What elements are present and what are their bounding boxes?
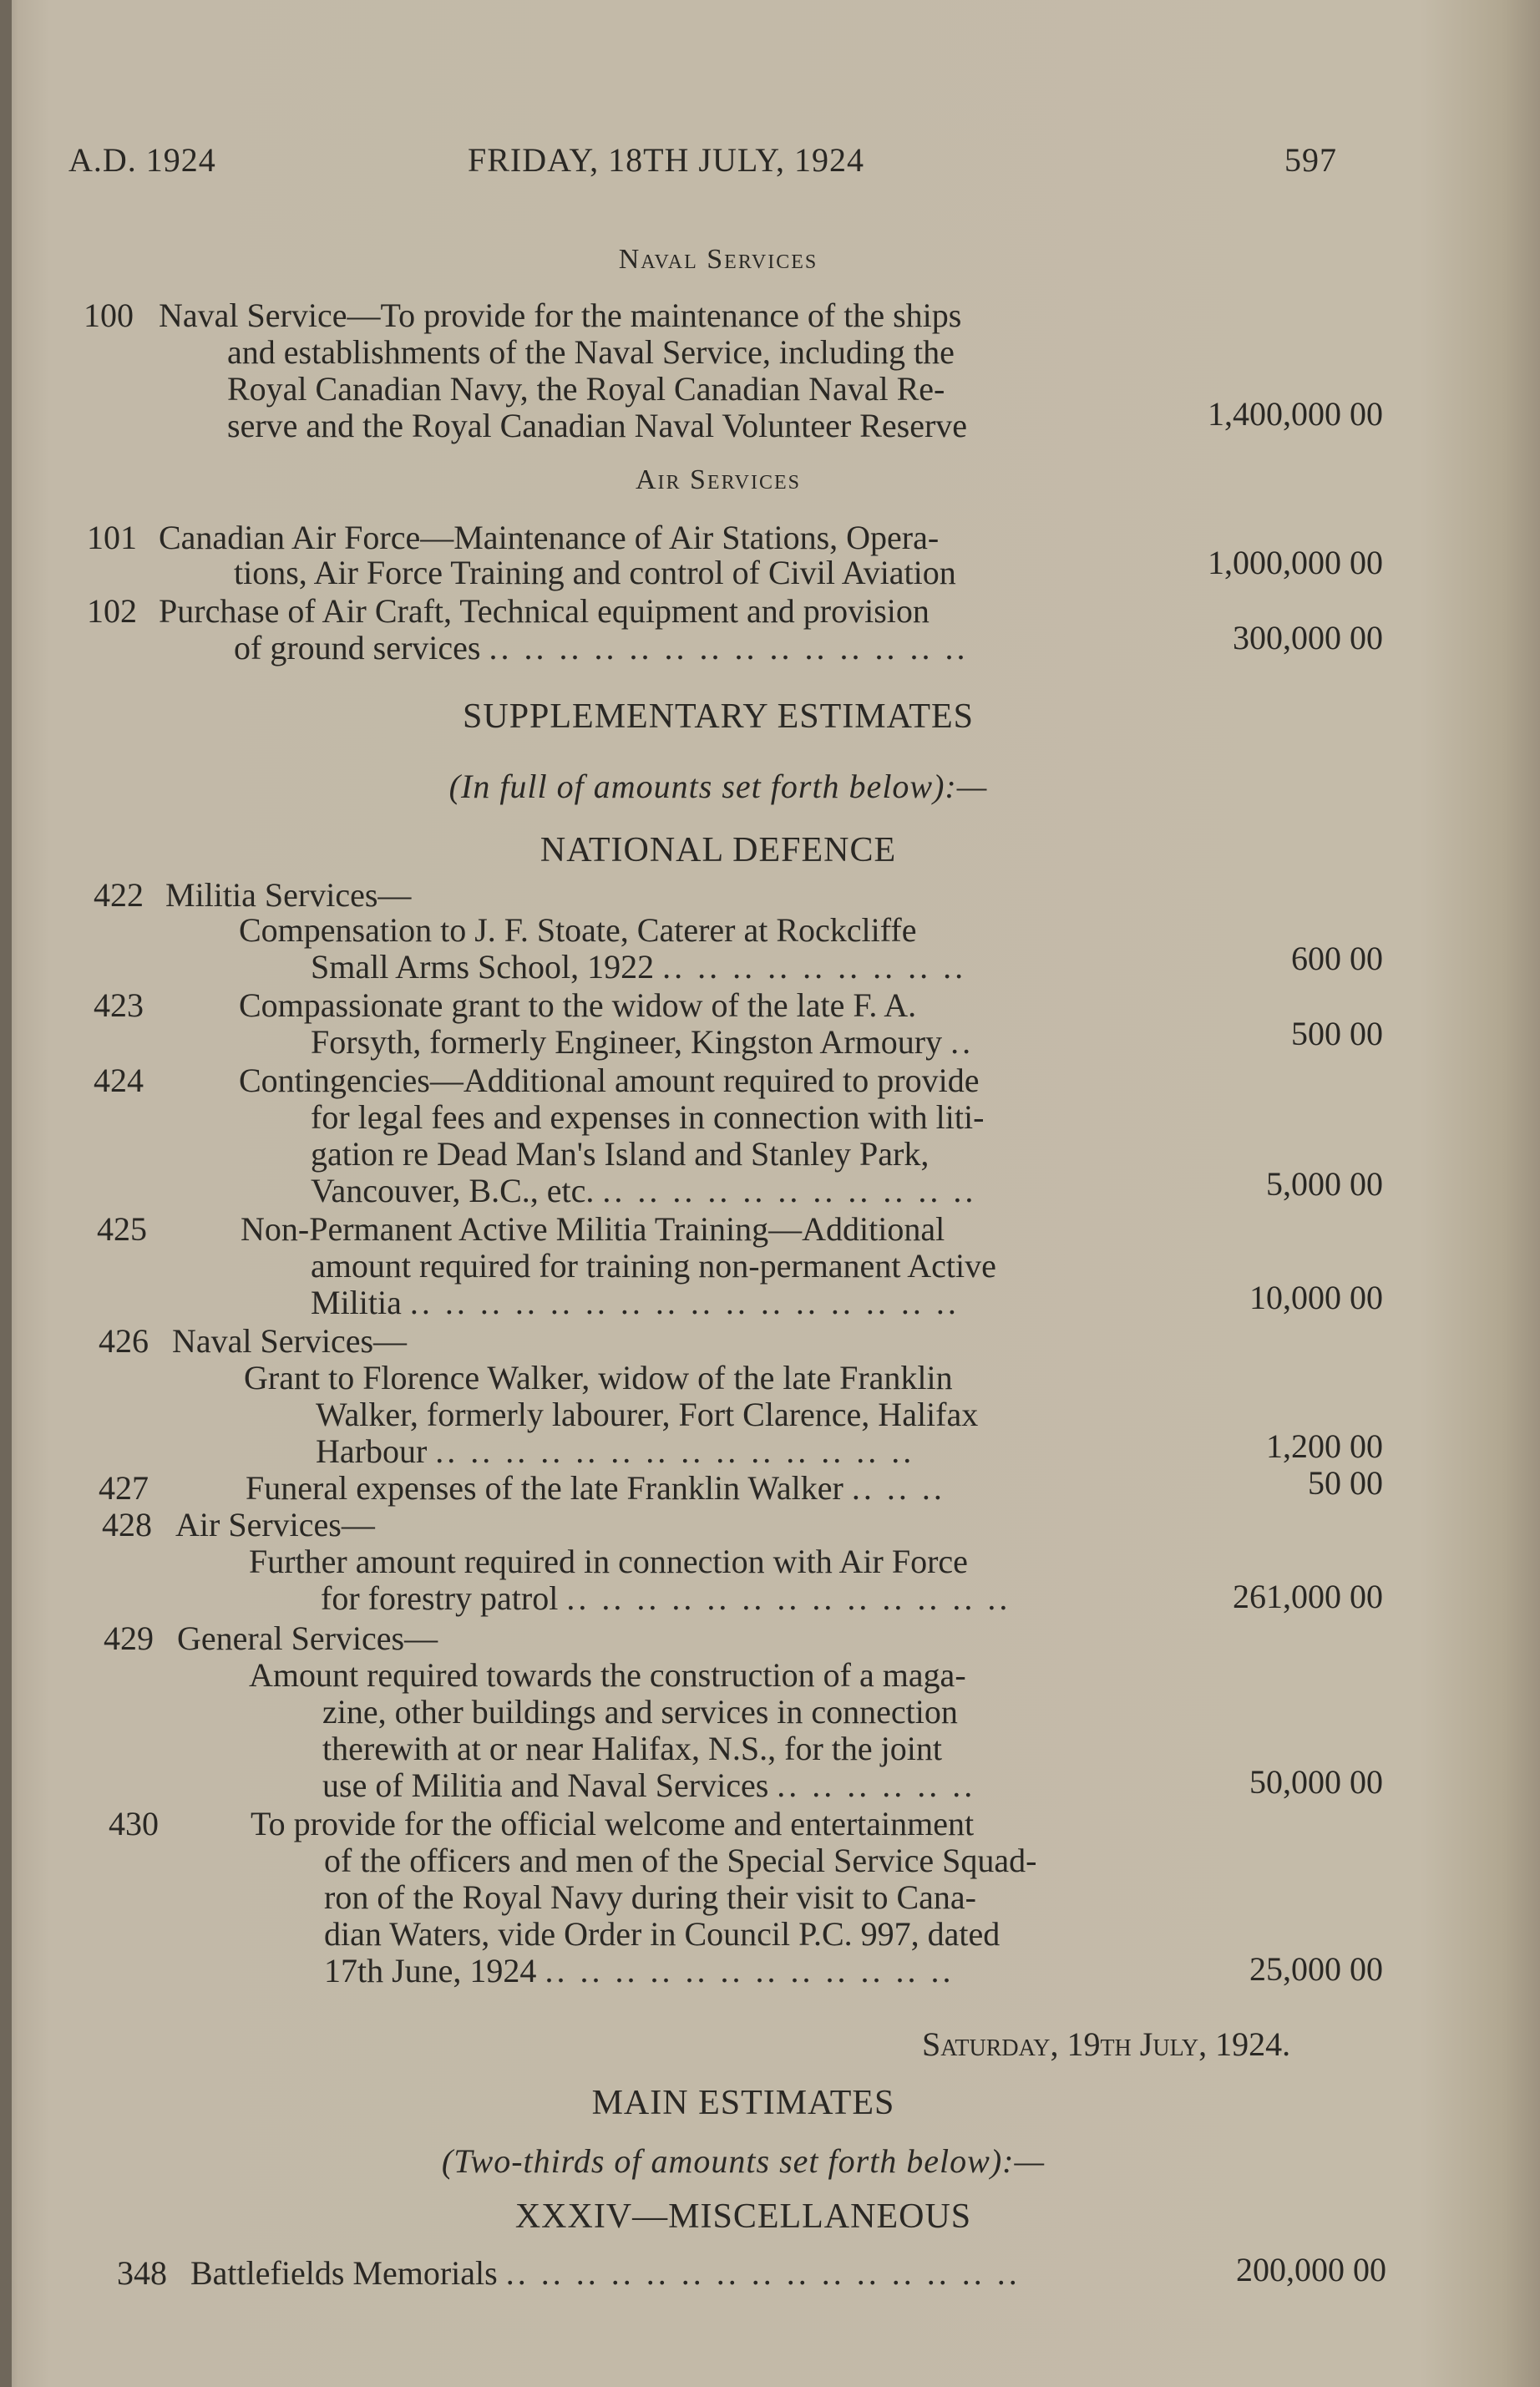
item424-line-1: Contingencies—Additional amount required to provide [239, 1062, 980, 1099]
item-number-427: 427 [99, 1469, 149, 1507]
item428-line-2: for forestry patrol .. .. .. .. .. .. .. .. .. .. .. .. .. [321, 1579, 1011, 1617]
item425-line-1: Non-Permanent Active Militia Training—Additional [241, 1210, 945, 1248]
national-defence-heading: NATIONAL DEFENCE [540, 831, 897, 869]
air-services-heading: Air Services [635, 464, 802, 495]
item100-amount: 1,400,000 00 [1208, 395, 1383, 433]
item429-line-1: Amount required towards the construction of a maga- [249, 1656, 966, 1694]
item-number-426: 426 [99, 1322, 149, 1360]
item424-line-2: for legal fees and expenses in connection with liti- [311, 1098, 985, 1136]
item426-line-1: Grant to Florence Walker, widow of the late Franklin [244, 1359, 953, 1396]
item-number-348: 348 [117, 2254, 167, 2292]
item348-line-1: Battlefields Memorials .. .. .. .. .. .. .. .. .. .. .. .. .. .. .. [190, 2254, 1021, 2292]
item430-amount: 25,000 00 [1249, 1950, 1383, 1988]
item422-line-2: Small Arms School, 1922 .. .. .. .. .. .. .. .. .. [311, 948, 967, 986]
item426-line-3: Harbour .. .. .. .. .. .. .. .. .. .. .. .. .. .. [316, 1432, 915, 1470]
militia-services-label: Militia Services— [165, 876, 412, 914]
miscellaneous-heading: XXXIV—MISCELLANEOUS [514, 2197, 972, 2236]
item423-line-1: Compassionate grant to the widow of the late F. A. [239, 986, 917, 1024]
item425-amount: 10,000 00 [1249, 1279, 1383, 1316]
item102-line-1: Purchase of Air Craft, Technical equipment and provision [159, 592, 930, 630]
item427-amount: 50 00 [1308, 1464, 1383, 1502]
naval-services-heading: Naval Services [618, 244, 818, 275]
item426-amount: 1,200 00 [1266, 1427, 1383, 1465]
item101-amount: 1,000,000 00 [1208, 544, 1383, 581]
item424-line-3: gation re Dead Man's Island and Stanley Park, [311, 1135, 930, 1173]
item100-line-3: Royal Canadian Navy, the Royal Canadian Naval Re- [227, 370, 945, 408]
book-spine-edge [0, 0, 12, 2387]
item102-line-2: of ground services .. .. .. .. .. .. .. .. .. .. .. .. .. .. [234, 629, 969, 666]
item-number-101: 101 [87, 519, 137, 556]
main-estimates-subheading: (Two-thirds of amounts set forth below):— [441, 2142, 1046, 2180]
item102-amount: 300,000 00 [1233, 619, 1383, 656]
item101-line-2: tions, Air Force Training and control of Civil Aviation [234, 554, 956, 591]
item100-line-1: Naval Service—To provide for the maintenance of the ships [159, 296, 962, 334]
item429-amount: 50,000 00 [1249, 1763, 1383, 1801]
page-number: 597 [1284, 141, 1337, 179]
item-number-102: 102 [87, 592, 137, 630]
item430-line-1: To provide for the official welcome and entertainment [251, 1805, 975, 1842]
item426-line-2: Walker, formerly labourer, Fort Clarence, Halifax [316, 1396, 979, 1433]
item-number-422: 422 [94, 876, 144, 914]
main-estimates-heading: MAIN ESTIMATES [591, 2084, 895, 2122]
item348-amount: 200,000 00 [1236, 2251, 1386, 2288]
air-services-label: Air Services— [175, 1506, 375, 1543]
item-number-425: 425 [97, 1210, 147, 1248]
item-number-430: 430 [109, 1805, 159, 1842]
item429-line-2: zine, other buildings and services in connection [322, 1693, 958, 1731]
general-services-label: General Services— [177, 1619, 438, 1657]
item-number-428: 428 [102, 1506, 152, 1543]
item424-line-4: Vancouver, B.C., etc. .. .. .. .. .. .. .. .. .. .. .. [311, 1172, 977, 1209]
item425-line-2: amount required for training non-permanent Active [311, 1247, 996, 1285]
supplementary-subheading: (In full of amounts set forth below):— [448, 768, 988, 805]
item422-amount: 600 00 [1291, 940, 1383, 977]
item423-amount: 500 00 [1291, 1015, 1383, 1052]
item-number-424: 424 [94, 1062, 144, 1099]
item100-line-2: and establishments of the Naval Service, including the [227, 333, 955, 371]
item428-line-1: Further amount required in connection with Air Force [249, 1543, 968, 1580]
item430-line-5: 17th June, 1924 .. .. .. .. .. .. .. .. .. .. .. .. [324, 1952, 955, 1989]
item-number-423: 423 [94, 986, 144, 1024]
item101-line-1: Canadian Air Force—Maintenance of Air Stations, Opera- [159, 519, 940, 556]
naval-services-label: Naval Services— [172, 1322, 408, 1360]
item427-line-1: Funeral expenses of the late Franklin Walker .. .. .. [246, 1469, 945, 1507]
item430-line-4: dian Waters, vide Order in Council P.C. 997, dated [324, 1915, 1000, 1953]
item425-line-3: Militia .. .. .. .. .. .. .. .. .. .. .. .. .. .. .. .. [311, 1284, 960, 1321]
item429-line-4: use of Militia and Naval Services .. .. .. .. .. .. [322, 1766, 976, 1804]
header-year: A.D. 1924 [68, 141, 216, 179]
item429-line-3: therewith at or near Halifax, N.S., for the joint [322, 1730, 942, 1767]
supplementary-estimates-heading: SUPPLEMENTARY ESTIMATES [463, 697, 974, 736]
item-number-100: 100 [84, 296, 134, 334]
item-number-429: 429 [104, 1619, 154, 1657]
item100-line-4: serve and the Royal Canadian Naval Volunteer Reserve [227, 407, 968, 444]
item424-amount: 5,000 00 [1266, 1165, 1383, 1203]
item428-amount: 261,000 00 [1233, 1578, 1383, 1615]
item430-line-2: of the officers and men of the Special Service Squad- [324, 1842, 1037, 1879]
item422-line-1: Compensation to J. F. Stoate, Caterer at Rockcliffe [239, 911, 917, 949]
item423-line-2: Forsyth, formerly Engineer, Kingston Armoury .. [311, 1023, 975, 1061]
item430-line-3: ron of the Royal Navy during their visit to Cana- [324, 1878, 976, 1916]
header-date: FRIDAY, 18TH JULY, 1924 [468, 141, 865, 179]
saturday-date-line: Saturday, 19th July, 1924. [922, 2025, 1291, 2063]
